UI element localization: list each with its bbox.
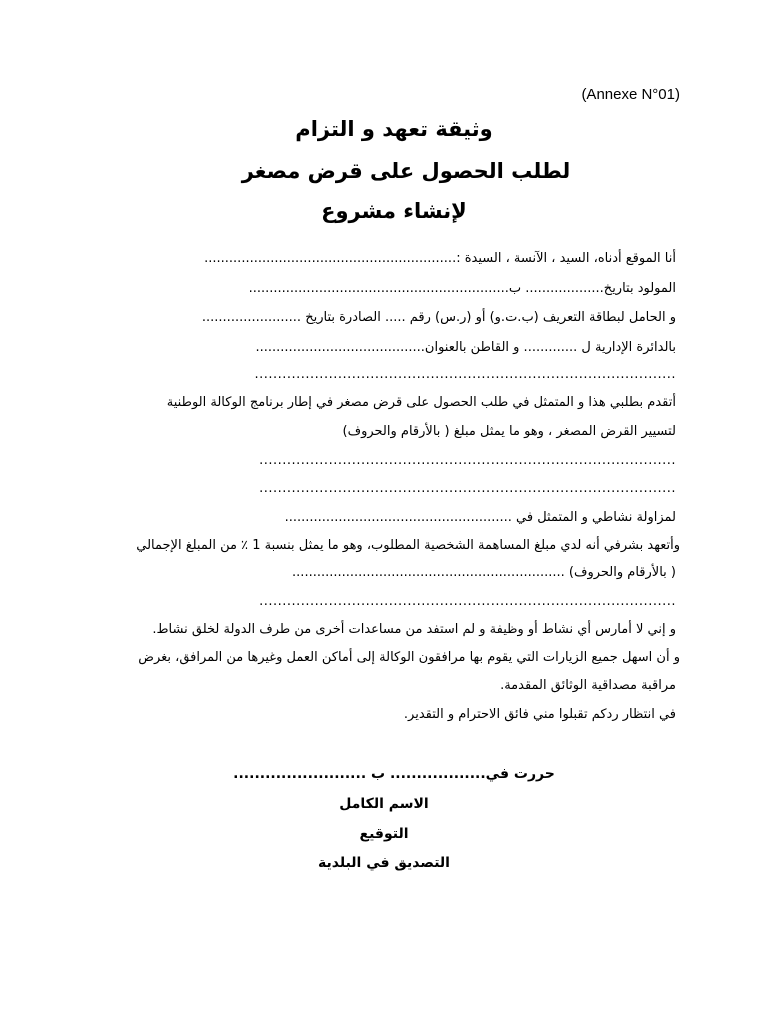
body-line-closing: في انتظار ردكم تقبلوا مني فائق الاحترام و التقدير.: [403, 707, 676, 722]
body-line-verification: مراقبة مصداقية الوثائق المقدمة.: [500, 678, 676, 693]
body-line-contribution-amount: ( بالأرقام والحروف) ..................................................................: [292, 565, 676, 580]
document-title: وثيقة تعهد و التزام: [295, 117, 493, 141]
body-line-request: أتقدم بطلبي هذا و المتمثل في طلب الحصول على قرض مصغر في إطار برنامج الوكالة الوطنية: [166, 395, 676, 410]
body-line-contribution: وأتعهد بشرفي أنه لدي مبلغ المساهمة الشخصية المطلوب، وهو ما يمثل بنسبة 1 ٪ من المبلغ الإجمالي: [136, 538, 680, 553]
municipal-certification: التصديق في البلدية: [318, 855, 450, 871]
body-line-birth: المولود بتاريخ................... ب...............................................................: [248, 281, 676, 296]
body-line-address: بالدائرة الإدارية ل ............. و القاطن بالعنوان.........................................: [255, 340, 676, 355]
body-line-activity: لمزاولة نشاطي و المتمثل في .......................................................: [284, 510, 676, 525]
body-line-amount: لتسيير القرض المصغر ، وهو ما يمثل مبلغ ( بالأرقام والحروف): [342, 424, 676, 439]
body-line-amount-blank-1: ..........................................................................................: [259, 453, 676, 468]
body-line-visits: و أن اسهل جميع الزيارات التي يقوم بها مرافقون الوكالة إلى أماكن العمل وغيرها من المرافق، بغرض: [138, 650, 680, 665]
document-subtitle: لطلب الحصول على قرض مصغر: [241, 159, 571, 183]
signature-label: التوقيع: [359, 826, 409, 842]
document-subtitle-2: لإنشاء مشروع: [321, 199, 467, 223]
body-line-no-activity: و إني لا أمارس أي نشاط أو وظيفة و لم استفد من مساعدات أخرى من طرف الدولة لخلق نشاط.: [152, 622, 676, 637]
signature-full-name: الاسم الكامل: [339, 796, 429, 812]
body-line-name: أنا الموقع أدناه، السيد ، الآنسة ، السيدة :.............................................................: [204, 251, 676, 266]
body-line-id-card: و الحامل لبطاقة التعريف (ب.ت.و) أو (ر.س) رقم ..... الصادرة بتاريخ ........................: [201, 310, 676, 325]
body-line-amount-blank-2: ..........................................................................................: [259, 481, 676, 496]
body-line-contribution-blank: ..........................................................................................: [259, 594, 676, 609]
body-line-address-continued: ...........................................................................................: [254, 367, 676, 382]
annexe-label: (Annexe N°01): [581, 86, 680, 103]
signature-place-date: حررت في.................. ب .........................: [233, 766, 555, 782]
